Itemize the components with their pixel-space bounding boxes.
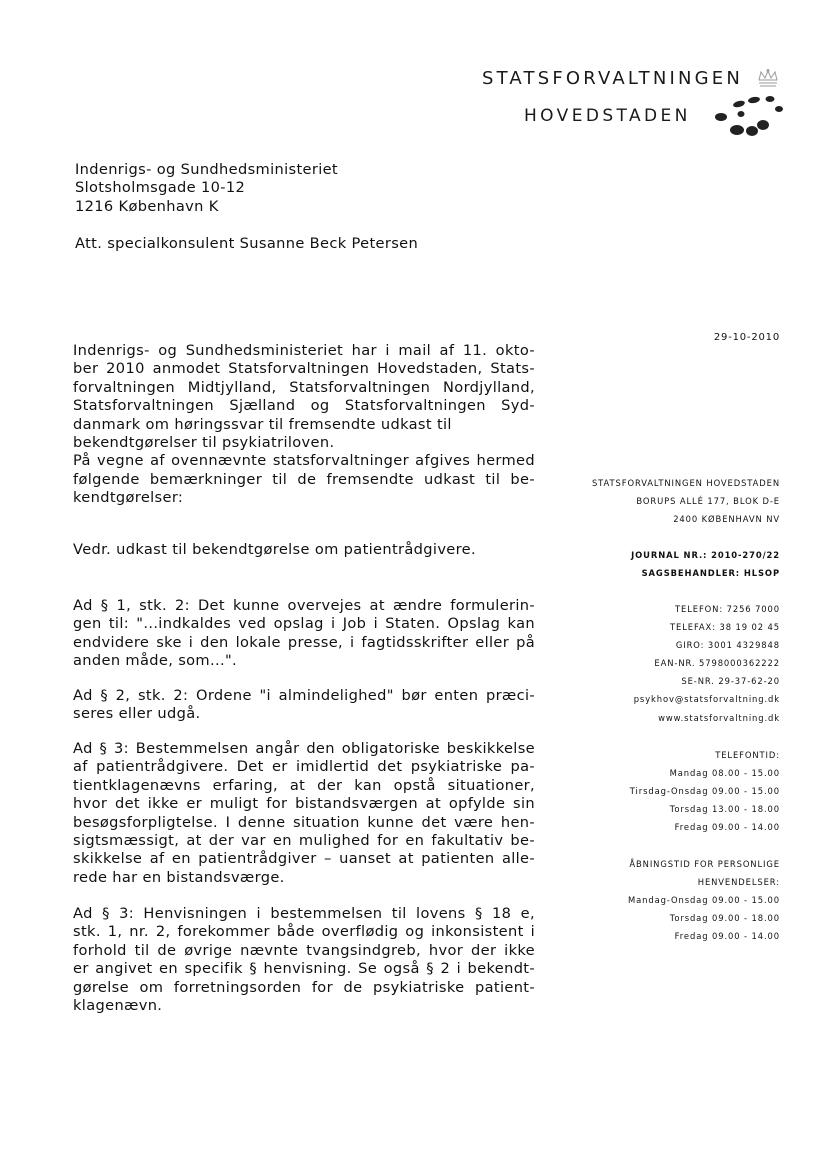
attention-line: Att. specialkonsulent Susanne Beck Petersen: [75, 235, 419, 252]
body-line: seres eller udgå.: [73, 705, 201, 723]
section-heading: Vedr. udkast til bekendtgørelse om patientrådgivere.: [73, 541, 476, 558]
body-line: stk. 1, nr. 2, forekommer både overflødig og inkonsistent i: [73, 923, 535, 941]
opening-hours-title: ÅBNINGSTID FOR PERSONLIGE: [629, 859, 780, 869]
recipient-line: Slotsholmsgade 10-12: [75, 179, 246, 197]
phone-hours-line: Fredag 09.00 - 14.00: [674, 822, 780, 833]
opening-hours-title: HENVENDELSER:: [697, 877, 780, 888]
body-line: forhold til de øvrige nævnte tvangsindgreb, hvor der ikke: [73, 941, 535, 959]
org-name-line1: STATSFORVALTNINGEN: [482, 68, 744, 89]
phone-hours-line: Torsdag 13.00 - 18.00: [669, 804, 780, 815]
body-line: skikkelse af en patientrådgiver – uanset at patienten alle-: [73, 850, 535, 868]
phone-hours: [520, 746, 780, 836]
intro-paragraph: [73, 342, 535, 508]
sender-address: [520, 474, 780, 528]
contact-fax: TELEFAX: 38 19 02 45: [670, 622, 780, 633]
opening-hours-line: Fredag 09.00 - 14.00: [674, 931, 780, 942]
recipient-address: [75, 161, 338, 216]
opening-hours: [520, 855, 780, 945]
contact-ean: EAN-NR. 5798000362222: [654, 658, 780, 669]
recipient-line: Indenrigs- og Sundhedsministeriet: [75, 161, 339, 178]
body-line: følgende bemærkninger til de fremsendte udkast til be-: [73, 470, 535, 488]
comment-paragraph-4: [73, 905, 535, 1015]
body-line: forvaltningen Midtjylland, Statsforvaltningen Nordjylland,: [73, 378, 535, 396]
body-line: tientklagenævns erfaring, at der kan opstå situationer,: [73, 776, 535, 794]
body-line: På vegne af ovennævnte statsforvaltninger afgives hermed: [73, 452, 535, 470]
recipient-line: 1216 København K: [75, 197, 219, 215]
comment-paragraph-2: [73, 687, 535, 724]
body-line: danmark om høringssvar til fremsendte udkast til: [73, 415, 452, 433]
body-line: Ad § 3: Bestemmelsen angår den obligatoriske beskikkelse: [73, 740, 535, 757]
comment-paragraph-1: [73, 597, 535, 671]
sender-line: BORUPS ALLÉ 177, BLOK D-E: [636, 496, 780, 507]
body-line: gørelse om forretningsorden for de psykiatriske patient-: [73, 978, 535, 996]
sender-line: 2400 KØBENHAVN NV: [673, 514, 780, 525]
body-line: klagenævn.: [73, 997, 163, 1015]
body-line: Statsforvaltningen Sjælland og Statsforvaltningen Syd-: [73, 397, 535, 415]
body-line: ber 2010 anmodet Statsforvaltningen Hovedstaden, Stats-: [73, 360, 535, 378]
body-line: hvor det ikke er muligt for bistandsværgen at opfylde sin: [73, 795, 535, 813]
body-line: sigtsmæssigt, at der var en mulighed for en fakultativ be-: [73, 832, 535, 850]
body-line: af patientrådgivere. Det er imidlertid det psykiatriske pa-: [73, 758, 535, 776]
contact-email: psykhov@statsforvaltning.dk: [633, 694, 780, 705]
body-line: Ad § 3: Henvisningen i bestemmelsen til lovens § 18 e,: [73, 905, 535, 922]
contact-phone: TELEFON: 7256 7000: [674, 604, 780, 614]
comment-paragraph-3: [73, 740, 535, 887]
body-line: Ad § 2, stk. 2: Ordene "i almindelighed" bør enten præci-: [73, 687, 535, 704]
body-line: er angivet en specifik § henvisning. Se også § 2 i bekendt-: [73, 960, 535, 978]
sender-line: STATSFORVALTNINGEN HOVEDSTADEN: [591, 478, 780, 488]
letter-date: 29-10-2010: [713, 332, 780, 343]
phone-hours-line: Tirsdag-Onsdag 09.00 - 15.00: [629, 786, 780, 797]
body-line: rede har en bistandsværge.: [73, 868, 285, 886]
contact-giro: GIRO: 3001 4329848: [675, 640, 780, 651]
body-line: bekendtgørelser til psykiatriloven.: [73, 434, 335, 452]
contact-se: SE-NR. 29-37-62-20: [681, 676, 780, 687]
phone-hours-line: Mandag 08.00 - 15.00: [669, 768, 780, 779]
journal-number: JOURNAL NR.: 2010-270/22: [631, 550, 780, 560]
contact-info: [520, 600, 780, 727]
body-line: kendtgørelser:: [73, 489, 184, 507]
opening-hours-line: Mandag-Onsdag 09.00 - 15.00: [628, 895, 780, 906]
crown-logo-icon: [712, 68, 784, 140]
phone-hours-title: TELEFONTID:: [715, 750, 780, 760]
contact-website: www.statsforvaltning.dk: [658, 712, 780, 723]
body-line: endvidere ske i den lokale presse, i fagtidsskrifter eller på: [73, 633, 535, 651]
org-name-line2: HOVEDSTADEN: [524, 106, 691, 126]
case-info: [520, 546, 780, 582]
body-line: anden måde, som...".: [73, 652, 238, 670]
opening-hours-line: Torsdag 09.00 - 18.00: [669, 913, 780, 924]
body-line: Ad § 1, stk. 2: Det kunne overvejes at ændre formulerin-: [73, 597, 535, 614]
body-line: gen til: "...indkaldes ved opslag i Job i Staten. Opslag kan: [73, 615, 535, 633]
body-line: besøgsforpligtelse. I denne situation kunne det være hen-: [73, 813, 535, 831]
body-line: Indenrigs- og Sundhedsministeriet har i mail af 11. okto-: [73, 342, 535, 359]
caseworker: SAGSBEHANDLER: HLSOP: [641, 568, 780, 579]
